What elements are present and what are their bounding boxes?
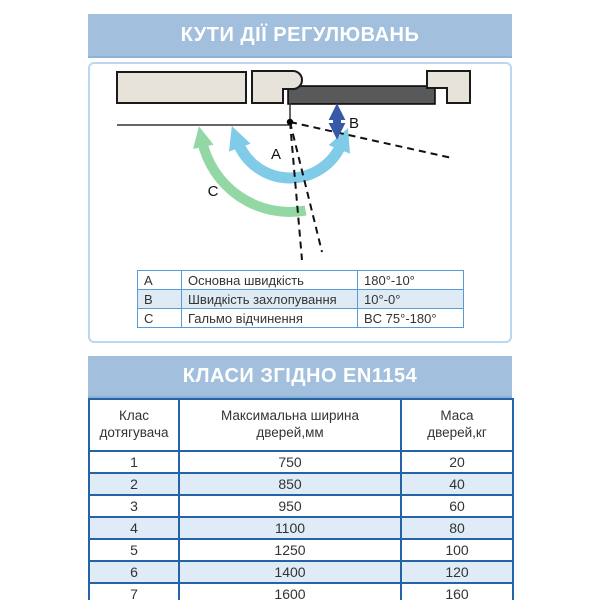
table-row [89, 451, 513, 473]
header-max-door-width: Максимальна ширина дверей,мм [179, 399, 401, 451]
section-title-classes-text: КЛАСИ ЗГІДНО EN1154 [182, 364, 418, 387]
legend-range: 10°-0° [358, 290, 464, 309]
cell-mass: 80 [401, 517, 513, 539]
cell-width: 1400 [179, 561, 401, 583]
legend-name: Гальмо відчинення [182, 309, 358, 328]
dashed-line-80deg [290, 122, 302, 260]
left-wall [117, 72, 246, 103]
pivot-point [287, 119, 293, 125]
header-door-mass: Маса дверей,кг [401, 399, 513, 451]
legend-row-c [138, 309, 464, 328]
cell-class: 4 [89, 517, 179, 539]
table-row [89, 517, 513, 539]
legend-name: Швидкість захлопування [182, 290, 358, 309]
door-leaf [288, 86, 435, 104]
arrow-a-main-speed [237, 141, 342, 178]
section-title-angles-text: КУТИ ДІЇ РЕГУЛЮВАНЬ [180, 23, 420, 46]
table-row [89, 495, 513, 517]
table-row [89, 583, 513, 600]
cell-mass: 160 [401, 583, 513, 600]
cell-mass: 120 [401, 561, 513, 583]
cell-class: 3 [89, 495, 179, 517]
cell-width: 1250 [179, 539, 401, 561]
header-closer-class: Клас дотягувача [89, 399, 179, 451]
cell-width: 950 [179, 495, 401, 517]
legend-key: A [138, 271, 182, 290]
cell-class: 6 [89, 561, 179, 583]
section-title-angles [88, 14, 512, 58]
section-title-classes [88, 356, 512, 398]
label-b: B [348, 115, 360, 132]
cell-width: 850 [179, 473, 401, 495]
cell-width: 1600 [179, 583, 401, 600]
cell-mass: 60 [401, 495, 513, 517]
table-row [89, 539, 513, 561]
table-row [89, 473, 513, 495]
legend-name: Основна швидкість [182, 271, 358, 290]
cell-mass: 100 [401, 539, 513, 561]
cell-width: 1100 [179, 517, 401, 539]
label-a: A [270, 146, 282, 163]
classes-header-row [89, 399, 513, 451]
table-row [89, 561, 513, 583]
legend-range: 180°-10° [358, 271, 464, 290]
cell-width: 750 [179, 451, 401, 473]
cell-class: 1 [89, 451, 179, 473]
legend-key: C [138, 309, 182, 328]
angles-legend-table [137, 270, 464, 328]
label-c: C [207, 183, 219, 200]
cell-class: 2 [89, 473, 179, 495]
legend-row-a [138, 271, 464, 290]
cell-class: 5 [89, 539, 179, 561]
cell-mass: 20 [401, 451, 513, 473]
legend-key: B [138, 290, 182, 309]
legend-range: BC 75°-180° [358, 309, 464, 328]
cell-class: 7 [89, 583, 179, 600]
angles-diagram-box [88, 62, 512, 343]
dashed-line-10deg [290, 122, 452, 158]
legend-row-b [138, 290, 464, 309]
en1154-classes-table [88, 398, 514, 600]
cell-mass: 40 [401, 473, 513, 495]
